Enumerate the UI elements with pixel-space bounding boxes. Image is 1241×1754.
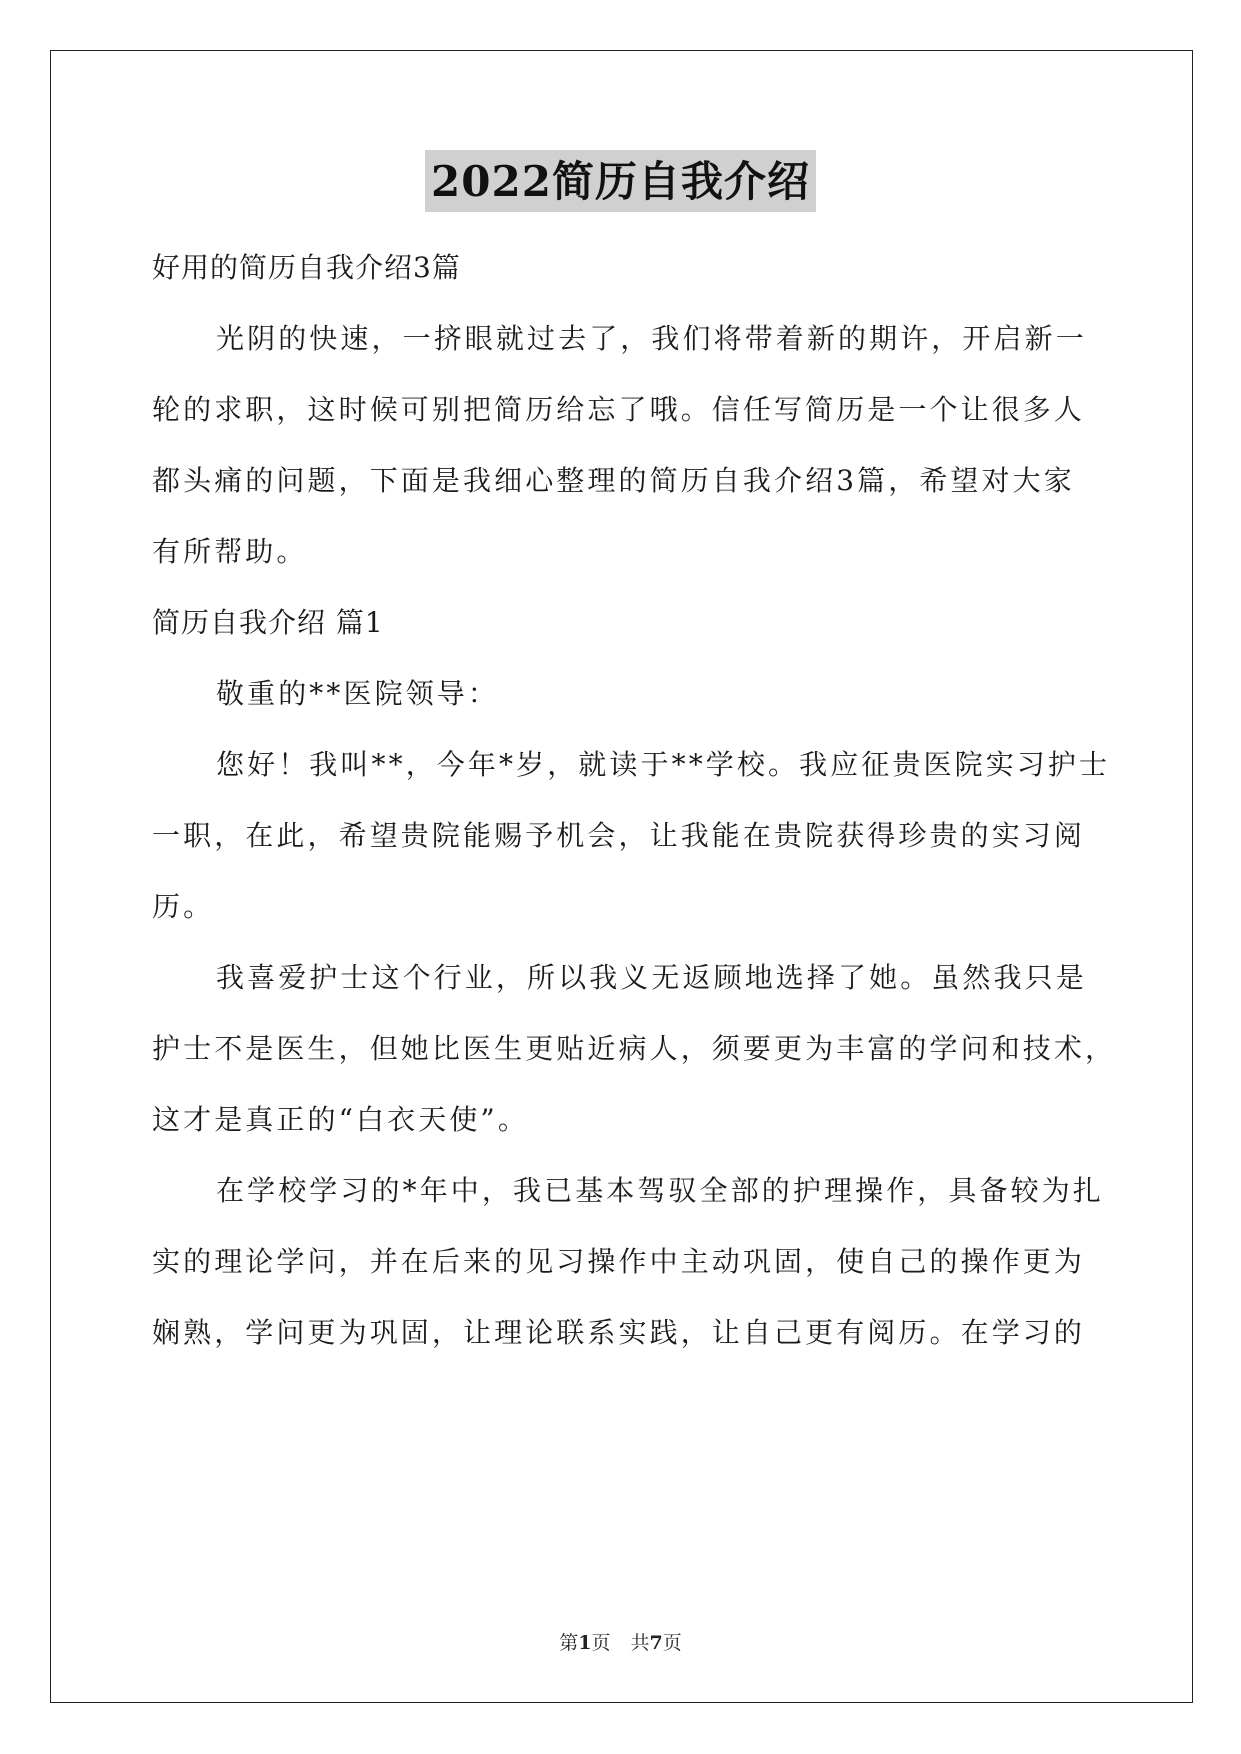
paragraph-line: 您好！我叫**，今年*岁，就读于**学校。我应征贵医院实习护士 bbox=[216, 748, 1111, 781]
paragraph-line: 都头痛的问题，下面是我细心整理的简历自我介绍3篇，希望对大家 bbox=[152, 464, 1075, 497]
document-body bbox=[152, 232, 1117, 1368]
title-container bbox=[0, 150, 1241, 212]
paragraph-line: 娴熟，学问更为巩固，让理论联系实践，让自己更有阅历。在学习的 bbox=[152, 1316, 1086, 1349]
page-footer bbox=[0, 1628, 1241, 1655]
page-label-unit: 页 bbox=[591, 1632, 611, 1654]
paragraph-line: 光阴的快速，一挤眼就过去了，我们将带着新的期许，开启新一 bbox=[216, 322, 1087, 355]
paragraph-line: 护士不是医生，但她比医生更贴近病人，须要更为丰富的学问和技术， bbox=[152, 1032, 1117, 1065]
total-label-unit: 页 bbox=[662, 1632, 682, 1654]
current-page-number: 1 bbox=[578, 1632, 592, 1654]
paragraph-line: 这才是真正的“白衣天使”。 bbox=[152, 1103, 529, 1136]
paragraph-line: 实的理论学问，并在后来的见习操作中主动巩固，使自己的操作更为 bbox=[152, 1245, 1086, 1278]
paragraph-line: 历。 bbox=[152, 890, 215, 923]
document-title: 2022简历自我介绍 bbox=[425, 150, 816, 212]
paragraph-line: 轮的求职，这时候可别把简历给忘了哦。信任写简历是一个让很多人 bbox=[152, 393, 1086, 426]
section-heading: 简历自我介绍 篇1 bbox=[152, 606, 384, 639]
page-label-prefix: 第 bbox=[559, 1632, 579, 1654]
paragraph-line: 在学校学习的*年中，我已基本驾驭全部的护理操作，具备较为扎 bbox=[216, 1174, 1104, 1207]
paragraph-line: 一职，在此，希望贵院能赐予机会，让我能在贵院获得珍贵的实习阅 bbox=[152, 819, 1086, 852]
section-heading: 好用的简历自我介绍3篇 bbox=[152, 251, 461, 284]
total-label-prefix: 共 bbox=[630, 1632, 650, 1654]
paragraph-line: 有所帮助。 bbox=[152, 535, 308, 568]
paragraph-line: 我喜爱护士这个行业，所以我义无返顾地选择了她。虽然我只是 bbox=[216, 961, 1087, 994]
total-page-count: 7 bbox=[649, 1632, 663, 1654]
paragraph-line: 敬重的**医院领导： bbox=[216, 677, 500, 710]
